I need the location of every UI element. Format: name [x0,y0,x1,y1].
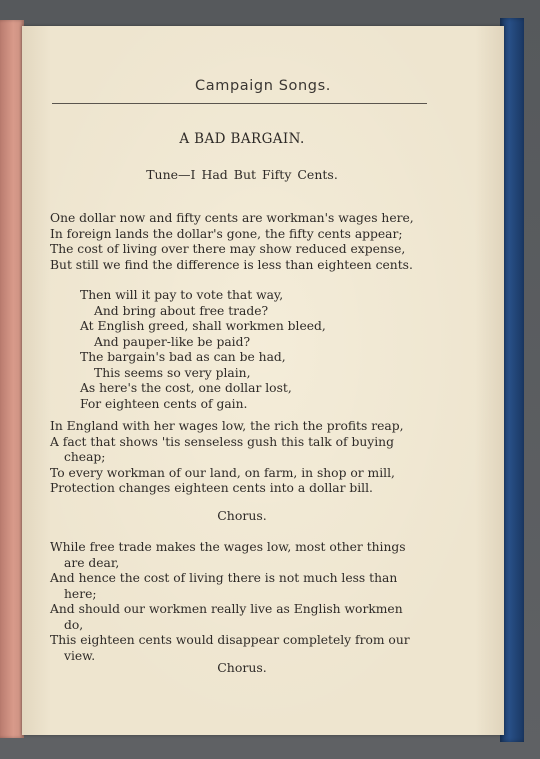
verse-line: And bring about free trade? [94,303,269,318]
verse-line: The cost of living over there may show reduced expense, [50,242,406,256]
stanza-1 [50,211,440,273]
verse-line: One dollar now and fifty cents are workman's wages here, [50,211,414,225]
running-header: Campaign Songs. [195,78,331,94]
header-rule [52,103,427,104]
verse-line: To every workman of our land, on farm, in shop or mill, [50,465,395,480]
verse-line: While free trade makes the wages low, most other things [50,540,406,554]
stanza-2 [50,288,440,412]
verse-line: At English greed, shall workmen bleed, [80,319,326,333]
verse-line: A fact that shows 'tis senseless gush this talk of buying [50,434,394,449]
chorus-label: Chorus. [217,660,267,675]
verse-line: For eighteen cents of gain. [80,396,248,411]
stanza-4 [50,540,440,664]
verse-line: This eighteen cents would disappear completely from our [50,633,410,647]
verse-line: Then will it pay to vote that way, [80,288,284,302]
tune-line: Tune—I Had But Fifty Cents. [146,167,338,182]
song-title: A BAD BARGAIN. [179,131,305,147]
verse-line: here; [64,586,97,601]
verse-line: cheap; [64,450,106,464]
verse-line: And should our workmen really live as English workmen [50,602,403,616]
left-cover-edge [0,20,24,738]
verse-line: And pauper-like be paid? [94,334,251,349]
verse-line: In foreign lands the dollar's gone, the fifty cents appear; [50,226,403,241]
book-page [22,26,504,735]
verse-line: This seems so very plain, [94,365,251,380]
verse-line: do, [64,617,84,632]
verse-line: The bargain's bad as can be had, [80,350,286,364]
verse-line: In England with her wages low, the rich the profits reap, [50,419,404,433]
stanza-3 [50,419,440,497]
verse-line: But still we find the difference is less than eighteen cents. [50,257,413,272]
chorus-label: Chorus. [217,508,267,523]
verse-line: As here's the cost, one dollar lost, [80,381,292,395]
verse-line: And hence the cost of living there is not much less than [50,571,398,585]
verse-line: view. [64,648,96,663]
verse-line: are dear, [64,555,120,570]
verse-line: Protection changes eighteen cents into a dollar bill. [50,481,373,495]
